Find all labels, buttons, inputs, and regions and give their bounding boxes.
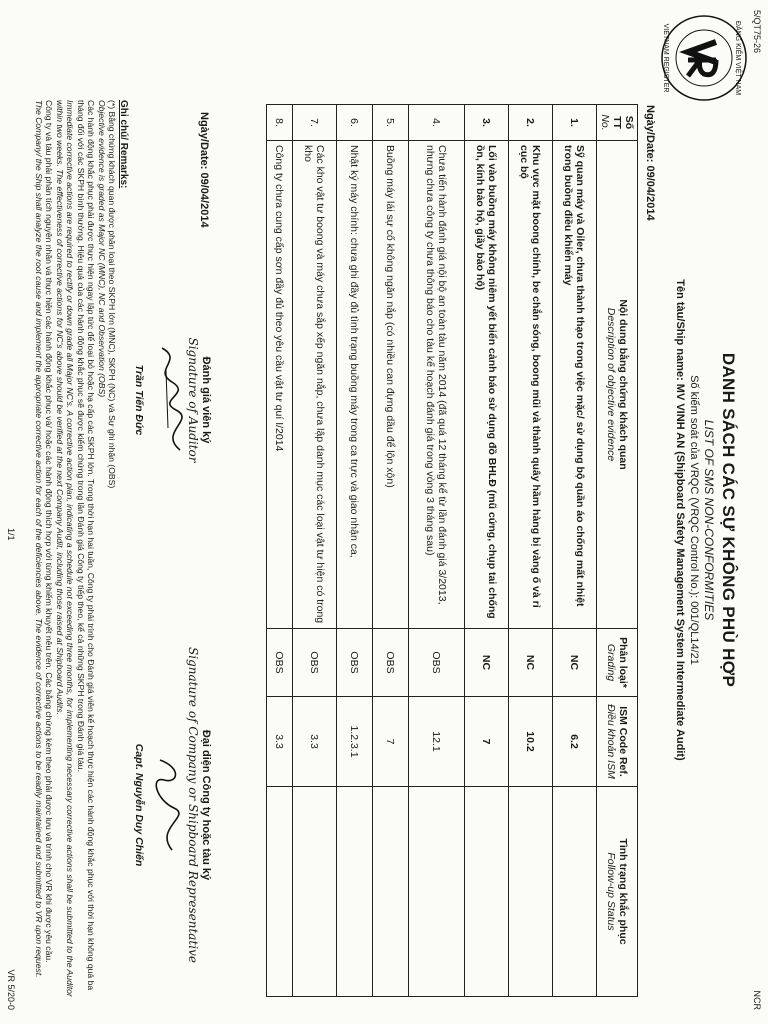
- row-ism-ref: 6.2: [553, 697, 597, 787]
- table-row: [465, 105, 509, 997]
- company-label-vi: Đại diện Công ty hoặc tàu ký: [200, 729, 212, 881]
- row-ism-ref: 3.3: [267, 697, 293, 787]
- row-description: Khu vực mặt boong chính, be chắn sóng, boong mũi và thành quây hầm hàng bị vàng ố và rỉ cục bộ: [509, 141, 553, 629]
- table-row: [553, 105, 597, 997]
- row-description: Lối vào buồng máy không niêm yết biển cảnh báo sử dụng đồ BHLĐ (mũ cứng, chụp tai chống ồn, kính bảo hộ, giầy bảo hộ): [465, 141, 509, 629]
- remark-line: (*) Bằng chứng khách quan được phân loại theo SKPH lớn (MNC), SKPH (NC) và Sự ghi nhận (OBS): [107, 100, 118, 489]
- row-no: 6.: [337, 105, 373, 141]
- row-grading: OBS: [337, 629, 373, 697]
- row-ism-ref: 7: [465, 697, 509, 787]
- row-grading: OBS: [293, 629, 337, 697]
- page-number: 1/1: [6, 528, 16, 541]
- company-label-en: Signature of Company or Shipboard Representative: [186, 647, 200, 963]
- row-status: [267, 787, 293, 997]
- remark-line: Objective evidence is graded as Major NC (MNC), NC and Observation (OBS): [97, 100, 107, 398]
- row-description: Nhật ký máy chính: chưa ghi đầy đủ tình trạng buồng máy trong ca trực và giao nhận ca,: [337, 141, 373, 629]
- row-description: Buồng máy lái sự cố không ngăn nắp (có nhiều can đựng dầu để lộn xộn): [373, 141, 409, 629]
- title-vi: DANH SÁCH CÁC SỰ KHÔNG PHÙ HỢP: [719, 352, 738, 688]
- row-grading: OBS: [267, 629, 293, 697]
- table-row: [293, 105, 337, 997]
- row-ism-ref: 3.3: [293, 697, 337, 787]
- row-grading: NC: [509, 629, 553, 697]
- row-description: Công ty chưa cung cấp sơn đầy đủ theo yêu cầu vật tư quí I/2014: [267, 141, 293, 629]
- vietnam-register-logo: [658, 12, 750, 104]
- remarks-heading: Ghi chú/ Remarks:: [118, 100, 129, 189]
- header-follow-up: Tình trạng khắc phục Follow-up Status: [597, 787, 638, 997]
- row-description: Các kho vật tư boong và máy chưa sắp xếp ngăn nắp, chưa lập danh mục các loại vật tư hiện có trong kho: [293, 141, 337, 629]
- row-ism-ref: 7: [373, 697, 409, 787]
- row-status: [465, 787, 509, 997]
- auditor-label-vi: Đánh giá viên ký: [200, 356, 212, 444]
- table-header-row: [597, 105, 638, 997]
- row-no: 5.: [373, 105, 409, 141]
- control-number: Số kiểm soát của VRQC (VRQC Control No.): 001/QL14/21: [688, 375, 700, 665]
- row-no: 2.: [509, 105, 553, 141]
- row-status: [553, 787, 597, 997]
- header-ism-ref: ISM Code Ref. Điều khoản ISM: [597, 697, 638, 787]
- document-code: 5/QT75-26: [752, 10, 762, 54]
- row-status: [509, 787, 553, 997]
- header-grading: Phân loại* Grading: [597, 629, 638, 697]
- title-en: LIST OF SMS NON-CONFORMITIES: [702, 419, 716, 621]
- row-grading: OBS: [373, 629, 409, 697]
- table-row: [409, 105, 465, 997]
- row-no: 3.: [465, 105, 509, 141]
- row-status: [293, 787, 337, 997]
- corner-label: NCR: [752, 990, 762, 1010]
- table-row: [373, 105, 409, 997]
- row-no: 4.: [409, 105, 465, 141]
- auditor-name: Trần Tiến Đức: [133, 364, 145, 436]
- table-row: [267, 105, 293, 997]
- table-row: [509, 105, 553, 997]
- footer-date: Ngày/Date: 09/04/2014: [198, 112, 210, 228]
- company-signature-block: [133, 640, 212, 970]
- header-no: Số TT No.: [597, 105, 638, 141]
- table-row: [337, 105, 373, 997]
- remark-line: Immediate corrective actions are required to rectify or down grade all Major NC's. A corrective action plan, indicating a schedule not exceeding three months, for implementing necessary corrective actions shall be submitted to the Auditor within two weeks. The effectiveness of corrective actions for NC's above should be verified at the next Company Audit, including those raised at Shipboard Audits.: [55, 100, 76, 997]
- ship-name: Tên tàu/Ship name: MV VINH AN (Shipboard Safety Management System Intermediate Audit): [674, 279, 686, 761]
- auditor-signature-block: [133, 300, 212, 500]
- row-grading: OBS: [409, 629, 465, 697]
- auditor-signature: [150, 340, 186, 460]
- svg-text:ĐĂNG KIỂM VIỆT NAM: ĐĂNG KIỂM VIỆT NAM: [734, 20, 741, 96]
- row-status: [337, 787, 373, 997]
- row-ism-ref: 1.2.3.1: [337, 697, 373, 787]
- remark-line: Công ty và tàu phải phân tích nguyên nhân và thực hiện các hành động khắc phục và/ hoặc các hành động thích hợp với từng khiếm khuyết nêu trên. Các bằng chứng kèm theo phải được lưu và trình cho VR khi được yêu cầu.: [44, 100, 55, 963]
- row-no: 1.: [553, 105, 597, 141]
- header-description: Nội dung bằng chứng khách quan Description of objective evidence: [597, 141, 638, 629]
- company-name: Capt. Nguyễn Duy Chiến: [133, 743, 145, 867]
- row-description: Sỹ quan máy và Oiler, chưa thành thạo trong việc mặc/ sử dụng bộ quần áo chống mất nhiệt trong buồng điều khiển máy: [553, 141, 597, 629]
- row-status: [373, 787, 409, 997]
- svg-text:VIETNAM REGISTER: VIETNAM REGISTER: [662, 23, 669, 93]
- audit-date: Ngày/Date: 09/04/2014: [644, 105, 656, 221]
- row-no: 7.: [293, 105, 337, 141]
- auditor-label-en: Signature of Auditor: [186, 337, 200, 463]
- remark-line: Các hành động khắc phục phải được thực hiện ngay lập tức để loại bỏ hoặc hạ cấp các SKPH lớn. Trong thời hạn hai tuần, Công ty phải trình cho Đánh giá viên kế hoạch thực hiện các hành động khắc phục với thời hạn không quá ba tháng đối với các SKPH bình thường. Hiệu quả của các hành động khắc phục sẽ được kiểm chứng trong lần Đánh giá Công ty tiếp theo, kể cả những SKPH trong Đánh giá tàu.: [76, 100, 97, 991]
- form-code: VR 5/20-0: [6, 969, 16, 1010]
- company-signature: [150, 750, 186, 860]
- remark-line: The Company/ the Ship shall analyze the root cause and implement the appropriate corrective action for each of the deficiencies above. The evidence of corrective actions to be readily maintained and submitted to VR upon request.: [34, 100, 44, 978]
- row-description: Chưa tiến hành đánh giá nội bộ an toàn tàu năm 2014 (đã quá 12 tháng kể từ lần đánh giá 3/2013, nhưng chưa công ty chưa thông báo cho tàu kế hoạch đánh giá trong vòng 3 tháng sau): [409, 141, 465, 629]
- row-grading: NC: [553, 629, 597, 697]
- non-conformities-table: [266, 104, 638, 997]
- row-no: 8.: [267, 105, 293, 141]
- row-ism-ref: 10.2: [509, 697, 553, 787]
- row-grading: NC: [465, 629, 509, 697]
- remarks-section: [34, 100, 129, 1000]
- row-status: [409, 787, 465, 997]
- row-ism-ref: 12.1: [409, 697, 465, 787]
